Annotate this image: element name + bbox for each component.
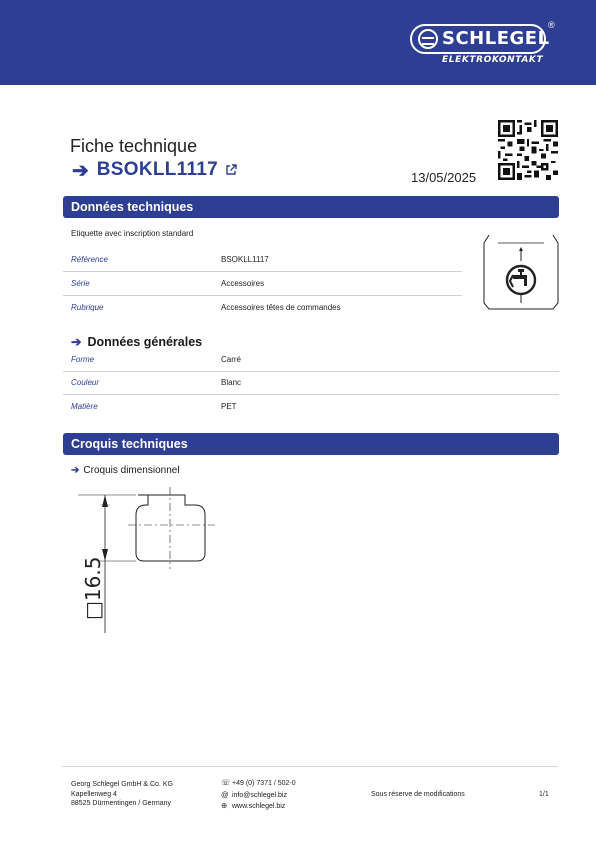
footer-divider [62, 766, 558, 767]
value-material: PET [221, 402, 237, 411]
globe-icon: ⊕ [221, 801, 228, 810]
page-number: 1/1 [539, 791, 549, 798]
footer-note: Sous réserve de modifications [371, 791, 465, 798]
product-label-image [483, 233, 559, 311]
divider [63, 371, 559, 372]
section-technical-data: Données techniques [63, 196, 559, 218]
company-street: Kapellenweg 4 [71, 790, 117, 798]
value-shape: Carré [221, 355, 242, 364]
divider [63, 295, 462, 296]
general-heading-text: Données générales [87, 335, 203, 349]
section-general-data [71, 334, 202, 349]
footer-address [71, 780, 173, 809]
contact-email[interactable]: info@schlegel.biz [232, 791, 287, 799]
section-technical-sketches: Croquis techniques [63, 433, 559, 455]
product-heading [72, 158, 237, 182]
phone-icon: ☏ [221, 778, 231, 787]
label-material: Matière [71, 402, 98, 411]
product-name: BSOKLL1117 [96, 159, 219, 180]
footer-contacts [221, 778, 296, 813]
dimensional-sketch-heading [71, 465, 180, 476]
logo-emblem-icon [418, 29, 438, 49]
email-icon: @ [221, 789, 229, 799]
document-date: 13/05/2025 [411, 170, 477, 185]
company-city: 88525 Dürmentingen / Germany [71, 800, 171, 807]
divider [63, 394, 559, 395]
label-series: Série [71, 279, 90, 288]
value-reference: BSOKLL1117 [221, 255, 269, 264]
contact-website[interactable]: www.schlegel.biz [232, 803, 286, 810]
page-title: Fiche technique [70, 136, 198, 156]
dimensional-sketch-text: Croquis dimensionnel [83, 465, 180, 476]
schlegel-logo[interactable] [408, 20, 558, 70]
label-color: Couleur [71, 378, 100, 387]
divider [63, 271, 462, 272]
value-series: Accessoires [221, 279, 265, 288]
header-band [0, 0, 596, 85]
arrow-right-icon: ➔ [72, 159, 89, 182]
label-category: Rubrique [71, 303, 104, 312]
qr-code-icon[interactable] [498, 120, 558, 180]
dimension-value: 16.5 [81, 556, 105, 602]
label-reference: Référence [71, 255, 108, 264]
value-category: Accessoires têtes de commandes [221, 303, 341, 312]
arrow-right-icon: ➔ [71, 335, 82, 349]
logo-brand-text: SCHLEGEL [442, 28, 550, 49]
registered-mark: ® [548, 20, 555, 30]
contact-phone[interactable]: +49 (0) 7371 / 502-0 [232, 780, 296, 787]
company-name: Georg Schlegel GmbH & Co. KG [71, 781, 173, 788]
value-color: Blanc [221, 378, 242, 387]
square-symbol: □ [81, 601, 105, 620]
logo-subtitle: ELEKTROKONTAKT [442, 55, 544, 65]
logo-frame [410, 24, 550, 54]
arrow-right-icon: ➔ [71, 465, 80, 476]
dimension-label [63, 556, 123, 620]
label-shape: Forme [71, 355, 95, 364]
external-link-icon[interactable] [225, 164, 237, 176]
product-description: Etiquette avec inscription standard [71, 229, 194, 238]
